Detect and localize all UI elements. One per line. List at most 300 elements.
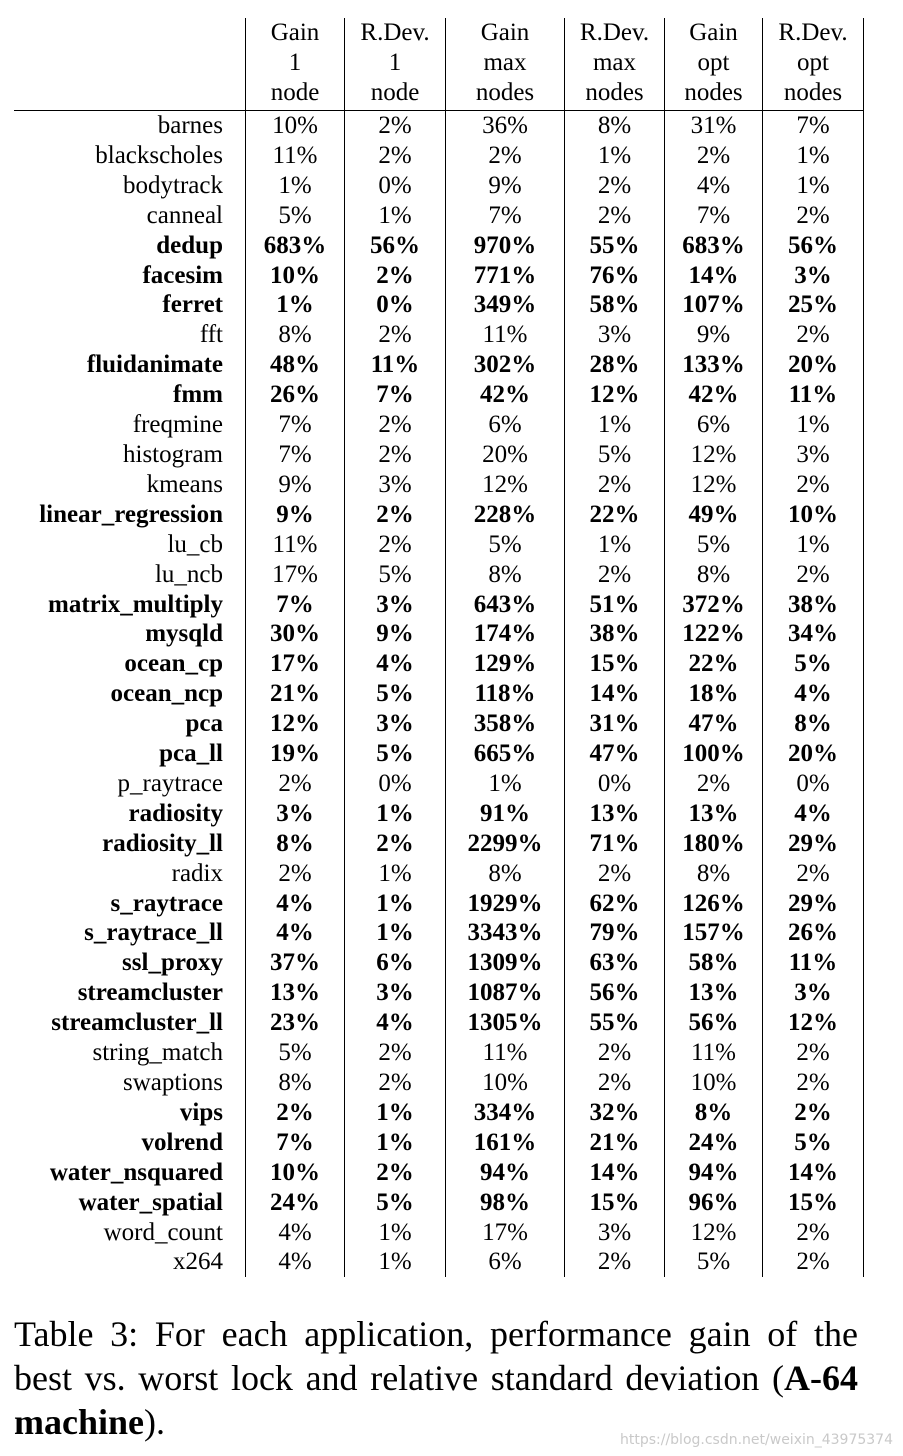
application-name: radiosity	[128, 799, 223, 827]
gain-max-nodes-cell: 665%	[446, 739, 565, 769]
column-header-line: max	[483, 49, 527, 76]
table-row	[14, 1158, 864, 1188]
gain-1-node-cell: 10%	[246, 111, 345, 141]
rdev-max-nodes-cell: 56%	[565, 978, 665, 1008]
gain-max-nodes-cell: 358%	[446, 709, 565, 739]
rdev-1-node-cell: 1%	[345, 918, 446, 948]
gain-opt-nodes-cell: 31%	[665, 111, 763, 141]
rdev-1-node-cell: 2%	[345, 320, 446, 350]
gain-1-node-cell: 9%	[246, 500, 345, 530]
gain-opt-nodes-cell: 12%	[665, 1218, 763, 1248]
gain-1-node-cell: 10%	[246, 261, 345, 291]
gain-max-nodes-cell: 42%	[446, 380, 565, 410]
gain-1-node-cell: 5%	[246, 1038, 345, 1068]
application-name: dedup	[156, 231, 223, 259]
rdev-1-node-cell: 2%	[345, 500, 446, 530]
table-row	[14, 859, 864, 889]
rdev-1-node-cell: 2%	[345, 1038, 446, 1068]
table-row	[14, 231, 864, 261]
gain-1-node-cell: 37%	[246, 948, 345, 978]
application-name: streamcluster_ll	[51, 1009, 223, 1037]
rdev-opt-nodes-cell: 5%	[763, 1128, 864, 1158]
rdev-1-node-cell: 1%	[345, 799, 446, 829]
gain-opt-nodes-cell: 5%	[665, 530, 763, 560]
gain-max-nodes-cell: 1929%	[446, 889, 565, 919]
application-name: s_raytrace_ll	[84, 919, 223, 947]
rdev-1-node-cell: 1%	[345, 1098, 446, 1128]
application-name: p_raytrace	[117, 769, 223, 797]
table-row	[14, 1068, 864, 1098]
rdev-max-nodes-cell: 55%	[565, 1008, 665, 1038]
rdev-opt-nodes-cell: 11%	[763, 948, 864, 978]
rdev-max-nodes-cell: 28%	[565, 350, 665, 380]
rdev-max-nodes-cell: 2%	[565, 859, 665, 889]
application-name: swaptions	[123, 1069, 223, 1096]
rdev-1-node-cell: 5%	[345, 560, 446, 590]
rdev-1-node-cell: 3%	[345, 709, 446, 739]
column-header-line: 1	[288, 49, 302, 76]
column-header-rdev-max-nodes	[565, 18, 665, 111]
gain-max-nodes-cell: 8%	[446, 560, 565, 590]
rdev-opt-nodes-cell: 4%	[763, 799, 864, 829]
rdev-opt-nodes-cell: 38%	[763, 590, 864, 620]
gain-max-nodes-cell: 1%	[446, 769, 565, 799]
table-row	[14, 350, 864, 380]
gain-max-nodes-cell: 12%	[446, 470, 565, 500]
application-name: ssl_proxy	[122, 949, 223, 977]
rdev-1-node-cell: 1%	[345, 1247, 446, 1277]
gain-opt-nodes-cell: 8%	[665, 560, 763, 590]
gain-opt-nodes-cell: 56%	[665, 1008, 763, 1038]
rdev-max-nodes-cell: 21%	[565, 1128, 665, 1158]
gain-max-nodes-cell: 2%	[446, 141, 565, 171]
gain-max-nodes-cell: 5%	[446, 530, 565, 560]
gain-opt-nodes-cell: 126%	[665, 889, 763, 919]
rdev-1-node-cell: 1%	[345, 201, 446, 231]
rdev-1-node-cell: 0%	[345, 171, 446, 201]
gain-1-node-cell: 3%	[246, 799, 345, 829]
gain-1-node-cell: 4%	[246, 1218, 345, 1248]
gain-1-node-cell: 11%	[246, 141, 345, 171]
column-header-line: Gain	[270, 19, 320, 46]
application-name: vips	[179, 1098, 223, 1126]
gain-max-nodes-cell: 6%	[446, 410, 565, 440]
gain-max-nodes-cell: 36%	[446, 111, 565, 141]
results-table	[14, 18, 864, 1277]
gain-opt-nodes-cell: 47%	[665, 709, 763, 739]
gain-1-node-cell: 24%	[246, 1188, 345, 1218]
gain-1-node-cell: 7%	[246, 440, 345, 470]
gain-opt-nodes-cell: 7%	[665, 201, 763, 231]
gain-1-node-cell: 4%	[246, 918, 345, 948]
caption-text: Table 3: For each application, performance gain of the	[14, 1314, 858, 1354]
rdev-opt-nodes-cell: 1%	[763, 171, 864, 201]
application-name: facesim	[142, 261, 223, 289]
rdev-1-node-cell: 7%	[345, 380, 446, 410]
gain-opt-nodes-cell: 100%	[665, 739, 763, 769]
gain-max-nodes-cell: 11%	[446, 1038, 565, 1068]
rdev-1-node-cell: 2%	[345, 829, 446, 859]
gain-max-nodes-cell: 10%	[446, 1068, 565, 1098]
table-row	[14, 1247, 864, 1277]
rdev-1-node-cell: 5%	[345, 739, 446, 769]
gain-max-nodes-cell: 20%	[446, 440, 565, 470]
rdev-opt-nodes-cell: 4%	[763, 679, 864, 709]
gain-1-node-cell: 683%	[246, 231, 345, 261]
application-name: fft	[199, 321, 223, 349]
application-name: kmeans	[146, 470, 223, 498]
application-name: canneal	[146, 201, 223, 229]
column-header-line: max	[592, 49, 637, 76]
gain-opt-nodes-cell: 14%	[665, 261, 763, 291]
table-row	[14, 201, 864, 231]
gain-max-nodes-cell: 174%	[446, 619, 565, 649]
gain-max-nodes-cell: 970%	[446, 231, 565, 261]
column-header-line: nodes	[783, 79, 843, 106]
gain-max-nodes-cell: 3343%	[446, 918, 565, 948]
rdev-1-node-cell: 0%	[345, 769, 446, 799]
gain-opt-nodes-cell: 94%	[665, 1158, 763, 1188]
column-header-line: node	[270, 79, 320, 106]
rdev-max-nodes-cell: 3%	[565, 320, 665, 350]
rdev-1-node-cell: 0%	[345, 290, 446, 320]
rdev-max-nodes-cell: 1%	[565, 141, 665, 171]
rdev-opt-nodes-cell: 10%	[763, 500, 864, 530]
column-header-line: R.Dev.	[360, 19, 430, 46]
table-row	[14, 829, 864, 859]
table-row	[14, 1188, 864, 1218]
rdev-opt-nodes-cell: 3%	[763, 261, 864, 291]
gain-max-nodes-cell: 161%	[446, 1128, 565, 1158]
application-name: volrend	[141, 1128, 223, 1156]
gain-opt-nodes-cell: 122%	[665, 619, 763, 649]
rdev-opt-nodes-cell: 3%	[763, 440, 864, 470]
gain-max-nodes-cell: 98%	[446, 1188, 565, 1218]
gain-max-nodes-cell: 9%	[446, 171, 565, 201]
rdev-opt-nodes-cell: 2%	[763, 560, 864, 590]
application-name: bodytrack	[123, 171, 223, 199]
rdev-opt-nodes-cell: 14%	[763, 1158, 864, 1188]
rdev-opt-nodes-cell: 8%	[763, 709, 864, 739]
rdev-max-nodes-cell: 47%	[565, 739, 665, 769]
gain-max-nodes-cell: 94%	[446, 1158, 565, 1188]
table-row	[14, 918, 864, 948]
rdev-opt-nodes-cell: 20%	[763, 739, 864, 769]
rdev-max-nodes-cell: 5%	[565, 440, 665, 470]
rdev-opt-nodes-cell: 29%	[763, 889, 864, 919]
column-header-line: R.Dev.	[778, 19, 848, 46]
gain-1-node-cell: 1%	[246, 290, 345, 320]
rdev-1-node-cell: 2%	[345, 111, 446, 141]
gain-1-node-cell: 7%	[246, 590, 345, 620]
rdev-max-nodes-cell: 15%	[565, 1188, 665, 1218]
header-row	[14, 18, 864, 111]
table-row	[14, 320, 864, 350]
rdev-1-node-cell: 3%	[345, 978, 446, 1008]
table-row	[14, 1218, 864, 1248]
rdev-opt-nodes-cell: 3%	[763, 978, 864, 1008]
gain-opt-nodes-cell: 96%	[665, 1188, 763, 1218]
rdev-opt-nodes-cell: 26%	[763, 918, 864, 948]
rdev-1-node-cell: 4%	[345, 649, 446, 679]
gain-opt-nodes-cell: 157%	[665, 918, 763, 948]
gain-1-node-cell: 10%	[246, 1158, 345, 1188]
rdev-1-node-cell: 4%	[345, 1008, 446, 1038]
gain-1-node-cell: 26%	[246, 380, 345, 410]
gain-opt-nodes-cell: 372%	[665, 590, 763, 620]
rdev-max-nodes-cell: 2%	[565, 560, 665, 590]
gain-1-node-cell: 7%	[246, 410, 345, 440]
gain-max-nodes-cell: 129%	[446, 649, 565, 679]
gain-max-nodes-cell: 118%	[446, 679, 565, 709]
column-header-line: Gain	[689, 19, 738, 46]
gain-opt-nodes-cell: 13%	[665, 799, 763, 829]
rdev-max-nodes-cell: 55%	[565, 231, 665, 261]
caption-machine-name: machine	[14, 1402, 144, 1442]
table-row	[14, 380, 864, 410]
gain-opt-nodes-cell: 58%	[665, 948, 763, 978]
rdev-1-node-cell: 1%	[345, 1218, 446, 1248]
watermark: https://blog.csdn.net/weixin_43975374	[619, 1432, 893, 1448]
rdev-max-nodes-cell: 62%	[565, 889, 665, 919]
rdev-1-node-cell: 3%	[345, 590, 446, 620]
application-name: fmm	[173, 381, 223, 409]
rdev-opt-nodes-cell: 1%	[763, 141, 864, 171]
application-name: pca	[185, 710, 223, 738]
gain-opt-nodes-cell: 2%	[665, 141, 763, 171]
rdev-max-nodes-cell: 12%	[565, 380, 665, 410]
rdev-max-nodes-cell: 1%	[565, 530, 665, 560]
rdev-opt-nodes-cell: 2%	[763, 1038, 864, 1068]
application-name: mysqld	[145, 620, 223, 648]
rdev-max-nodes-cell: 76%	[565, 261, 665, 291]
rdev-opt-nodes-cell: 29%	[763, 829, 864, 859]
rdev-opt-nodes-cell: 2%	[763, 1098, 864, 1128]
table-body	[14, 111, 864, 1278]
table-row	[14, 739, 864, 769]
rdev-opt-nodes-cell: 11%	[763, 380, 864, 410]
gain-max-nodes-cell: 1087%	[446, 978, 565, 1008]
gain-1-node-cell: 8%	[246, 829, 345, 859]
table-head	[14, 18, 864, 111]
gain-max-nodes-cell: 228%	[446, 500, 565, 530]
rdev-1-node-cell: 2%	[345, 141, 446, 171]
application-name: s_raytrace	[110, 889, 223, 917]
application-name: ocean_cp	[124, 650, 223, 678]
rdev-1-node-cell: 3%	[345, 470, 446, 500]
application-name: water_spatial	[78, 1188, 223, 1216]
column-header-line: nodes	[684, 79, 743, 106]
gain-opt-nodes-cell: 5%	[665, 1247, 763, 1277]
gain-max-nodes-cell: 1309%	[446, 948, 565, 978]
gain-opt-nodes-cell: 2%	[665, 769, 763, 799]
gain-1-node-cell: 30%	[246, 619, 345, 649]
column-header-line: 1	[388, 49, 402, 76]
table-row	[14, 530, 864, 560]
rdev-max-nodes-cell: 51%	[565, 590, 665, 620]
application-name: matrix_multiply	[48, 590, 223, 618]
application-name: blackscholes	[95, 141, 223, 169]
table-row	[14, 1128, 864, 1158]
gain-max-nodes-cell: 2299%	[446, 829, 565, 859]
table-row	[14, 948, 864, 978]
rdev-opt-nodes-cell: 2%	[763, 1247, 864, 1277]
table-row	[14, 889, 864, 919]
gain-opt-nodes-cell: 12%	[665, 440, 763, 470]
gain-1-node-cell: 5%	[246, 201, 345, 231]
gain-opt-nodes-cell: 180%	[665, 829, 763, 859]
caption-line-1	[14, 1312, 858, 1356]
rdev-1-node-cell: 1%	[345, 859, 446, 889]
rdev-max-nodes-cell: 3%	[565, 1218, 665, 1248]
column-header-line: opt	[697, 49, 730, 76]
gain-1-node-cell: 1%	[246, 171, 345, 201]
caption-text: ).	[144, 1402, 165, 1442]
gain-max-nodes-cell: 91%	[446, 799, 565, 829]
rdev-opt-nodes-cell: 2%	[763, 320, 864, 350]
gain-1-node-cell: 4%	[246, 1247, 345, 1277]
gain-1-node-cell: 21%	[246, 679, 345, 709]
application-name: water_nsquared	[49, 1158, 223, 1186]
gain-opt-nodes-cell: 6%	[665, 410, 763, 440]
rdev-1-node-cell: 2%	[345, 530, 446, 560]
table-row	[14, 709, 864, 739]
rdev-opt-nodes-cell: 2%	[763, 859, 864, 889]
gain-1-node-cell: 11%	[246, 530, 345, 560]
gain-opt-nodes-cell: 11%	[665, 1038, 763, 1068]
rdev-max-nodes-cell: 14%	[565, 1158, 665, 1188]
column-header-rdev-opt-nodes	[763, 18, 864, 111]
rdev-max-nodes-cell: 0%	[565, 769, 665, 799]
gain-opt-nodes-cell: 10%	[665, 1068, 763, 1098]
gain-max-nodes-cell: 17%	[446, 1218, 565, 1248]
table-row	[14, 171, 864, 201]
caption-text: best vs. worst lock and relative standard deviation (	[14, 1358, 784, 1398]
table-row	[14, 769, 864, 799]
rdev-opt-nodes-cell: 2%	[763, 201, 864, 231]
table-row	[14, 978, 864, 1008]
rdev-1-node-cell: 1%	[345, 1128, 446, 1158]
column-header-line: Gain	[480, 19, 530, 46]
table-row	[14, 1098, 864, 1128]
table-row	[14, 590, 864, 620]
gain-opt-nodes-cell: 4%	[665, 171, 763, 201]
rdev-1-node-cell: 9%	[345, 619, 446, 649]
gain-1-node-cell: 8%	[246, 1068, 345, 1098]
table-row	[14, 679, 864, 709]
gain-1-node-cell: 9%	[246, 470, 345, 500]
application-name: pca_ll	[159, 740, 223, 768]
rdev-opt-nodes-cell: 15%	[763, 1188, 864, 1218]
application-name: histogram	[123, 440, 223, 468]
gain-opt-nodes-cell: 42%	[665, 380, 763, 410]
caption-machine-name: A-64	[784, 1358, 858, 1398]
table-row	[14, 470, 864, 500]
table-row	[14, 261, 864, 291]
gain-opt-nodes-cell: 8%	[665, 859, 763, 889]
gain-max-nodes-cell: 334%	[446, 1098, 565, 1128]
rdev-max-nodes-cell: 58%	[565, 290, 665, 320]
rdev-1-node-cell: 2%	[345, 440, 446, 470]
column-header-line: nodes	[475, 79, 535, 106]
column-header-line: nodes	[585, 79, 644, 106]
gain-max-nodes-cell: 349%	[446, 290, 565, 320]
table-row	[14, 440, 864, 470]
gain-max-nodes-cell: 771%	[446, 261, 565, 291]
rdev-max-nodes-cell: 2%	[565, 1247, 665, 1277]
column-header-gain-max-nodes	[446, 18, 565, 111]
rdev-max-nodes-cell: 2%	[565, 171, 665, 201]
gain-opt-nodes-cell: 683%	[665, 231, 763, 261]
rdev-max-nodes-cell: 63%	[565, 948, 665, 978]
rdev-1-node-cell: 2%	[345, 1068, 446, 1098]
table-row	[14, 410, 864, 440]
gain-max-nodes-cell: 1305%	[446, 1008, 565, 1038]
table-row	[14, 799, 864, 829]
gain-opt-nodes-cell: 133%	[665, 350, 763, 380]
rdev-opt-nodes-cell: 2%	[763, 1218, 864, 1248]
caption-line-2	[14, 1356, 858, 1400]
gain-max-nodes-cell: 643%	[446, 590, 565, 620]
application-name: word_count	[103, 1218, 223, 1246]
gain-1-node-cell: 13%	[246, 978, 345, 1008]
rdev-1-node-cell: 2%	[345, 261, 446, 291]
rdev-opt-nodes-cell: 25%	[763, 290, 864, 320]
rdev-max-nodes-cell: 71%	[565, 829, 665, 859]
gain-opt-nodes-cell: 18%	[665, 679, 763, 709]
rdev-1-node-cell: 6%	[345, 948, 446, 978]
rdev-opt-nodes-cell: 5%	[763, 649, 864, 679]
gain-1-node-cell: 17%	[246, 560, 345, 590]
gain-1-node-cell: 4%	[246, 889, 345, 919]
gain-max-nodes-cell: 11%	[446, 320, 565, 350]
gain-1-node-cell: 7%	[246, 1128, 345, 1158]
table-row	[14, 649, 864, 679]
rdev-1-node-cell: 11%	[345, 350, 446, 380]
table-row	[14, 290, 864, 320]
rdev-max-nodes-cell: 1%	[565, 410, 665, 440]
gain-max-nodes-cell: 6%	[446, 1247, 565, 1277]
gain-1-node-cell: 2%	[246, 1098, 345, 1128]
rdev-opt-nodes-cell: 2%	[763, 470, 864, 500]
rdev-opt-nodes-cell: 1%	[763, 410, 864, 440]
gain-1-node-cell: 17%	[246, 649, 345, 679]
application-name: x264	[173, 1248, 223, 1276]
gain-opt-nodes-cell: 107%	[665, 290, 763, 320]
rdev-opt-nodes-cell: 7%	[763, 111, 864, 141]
application-column-header	[14, 18, 246, 111]
table-caption	[14, 1312, 858, 1444]
gain-1-node-cell: 19%	[246, 739, 345, 769]
rdev-1-node-cell: 5%	[345, 679, 446, 709]
application-name: barnes	[157, 112, 223, 139]
table-row	[14, 141, 864, 171]
rdev-1-node-cell: 5%	[345, 1188, 446, 1218]
rdev-opt-nodes-cell: 2%	[763, 1068, 864, 1098]
table-row	[14, 1008, 864, 1038]
table-row	[14, 1038, 864, 1068]
application-name: streamcluster	[77, 979, 223, 1007]
application-name: fluidanimate	[86, 351, 223, 379]
gain-1-node-cell: 2%	[246, 769, 345, 799]
application-name: ocean_ncp	[110, 680, 223, 708]
table-row	[14, 111, 864, 141]
gain-opt-nodes-cell: 9%	[665, 320, 763, 350]
rdev-max-nodes-cell: 38%	[565, 619, 665, 649]
gain-1-node-cell: 2%	[246, 859, 345, 889]
table-row	[14, 500, 864, 530]
application-name: ferret	[162, 291, 223, 319]
